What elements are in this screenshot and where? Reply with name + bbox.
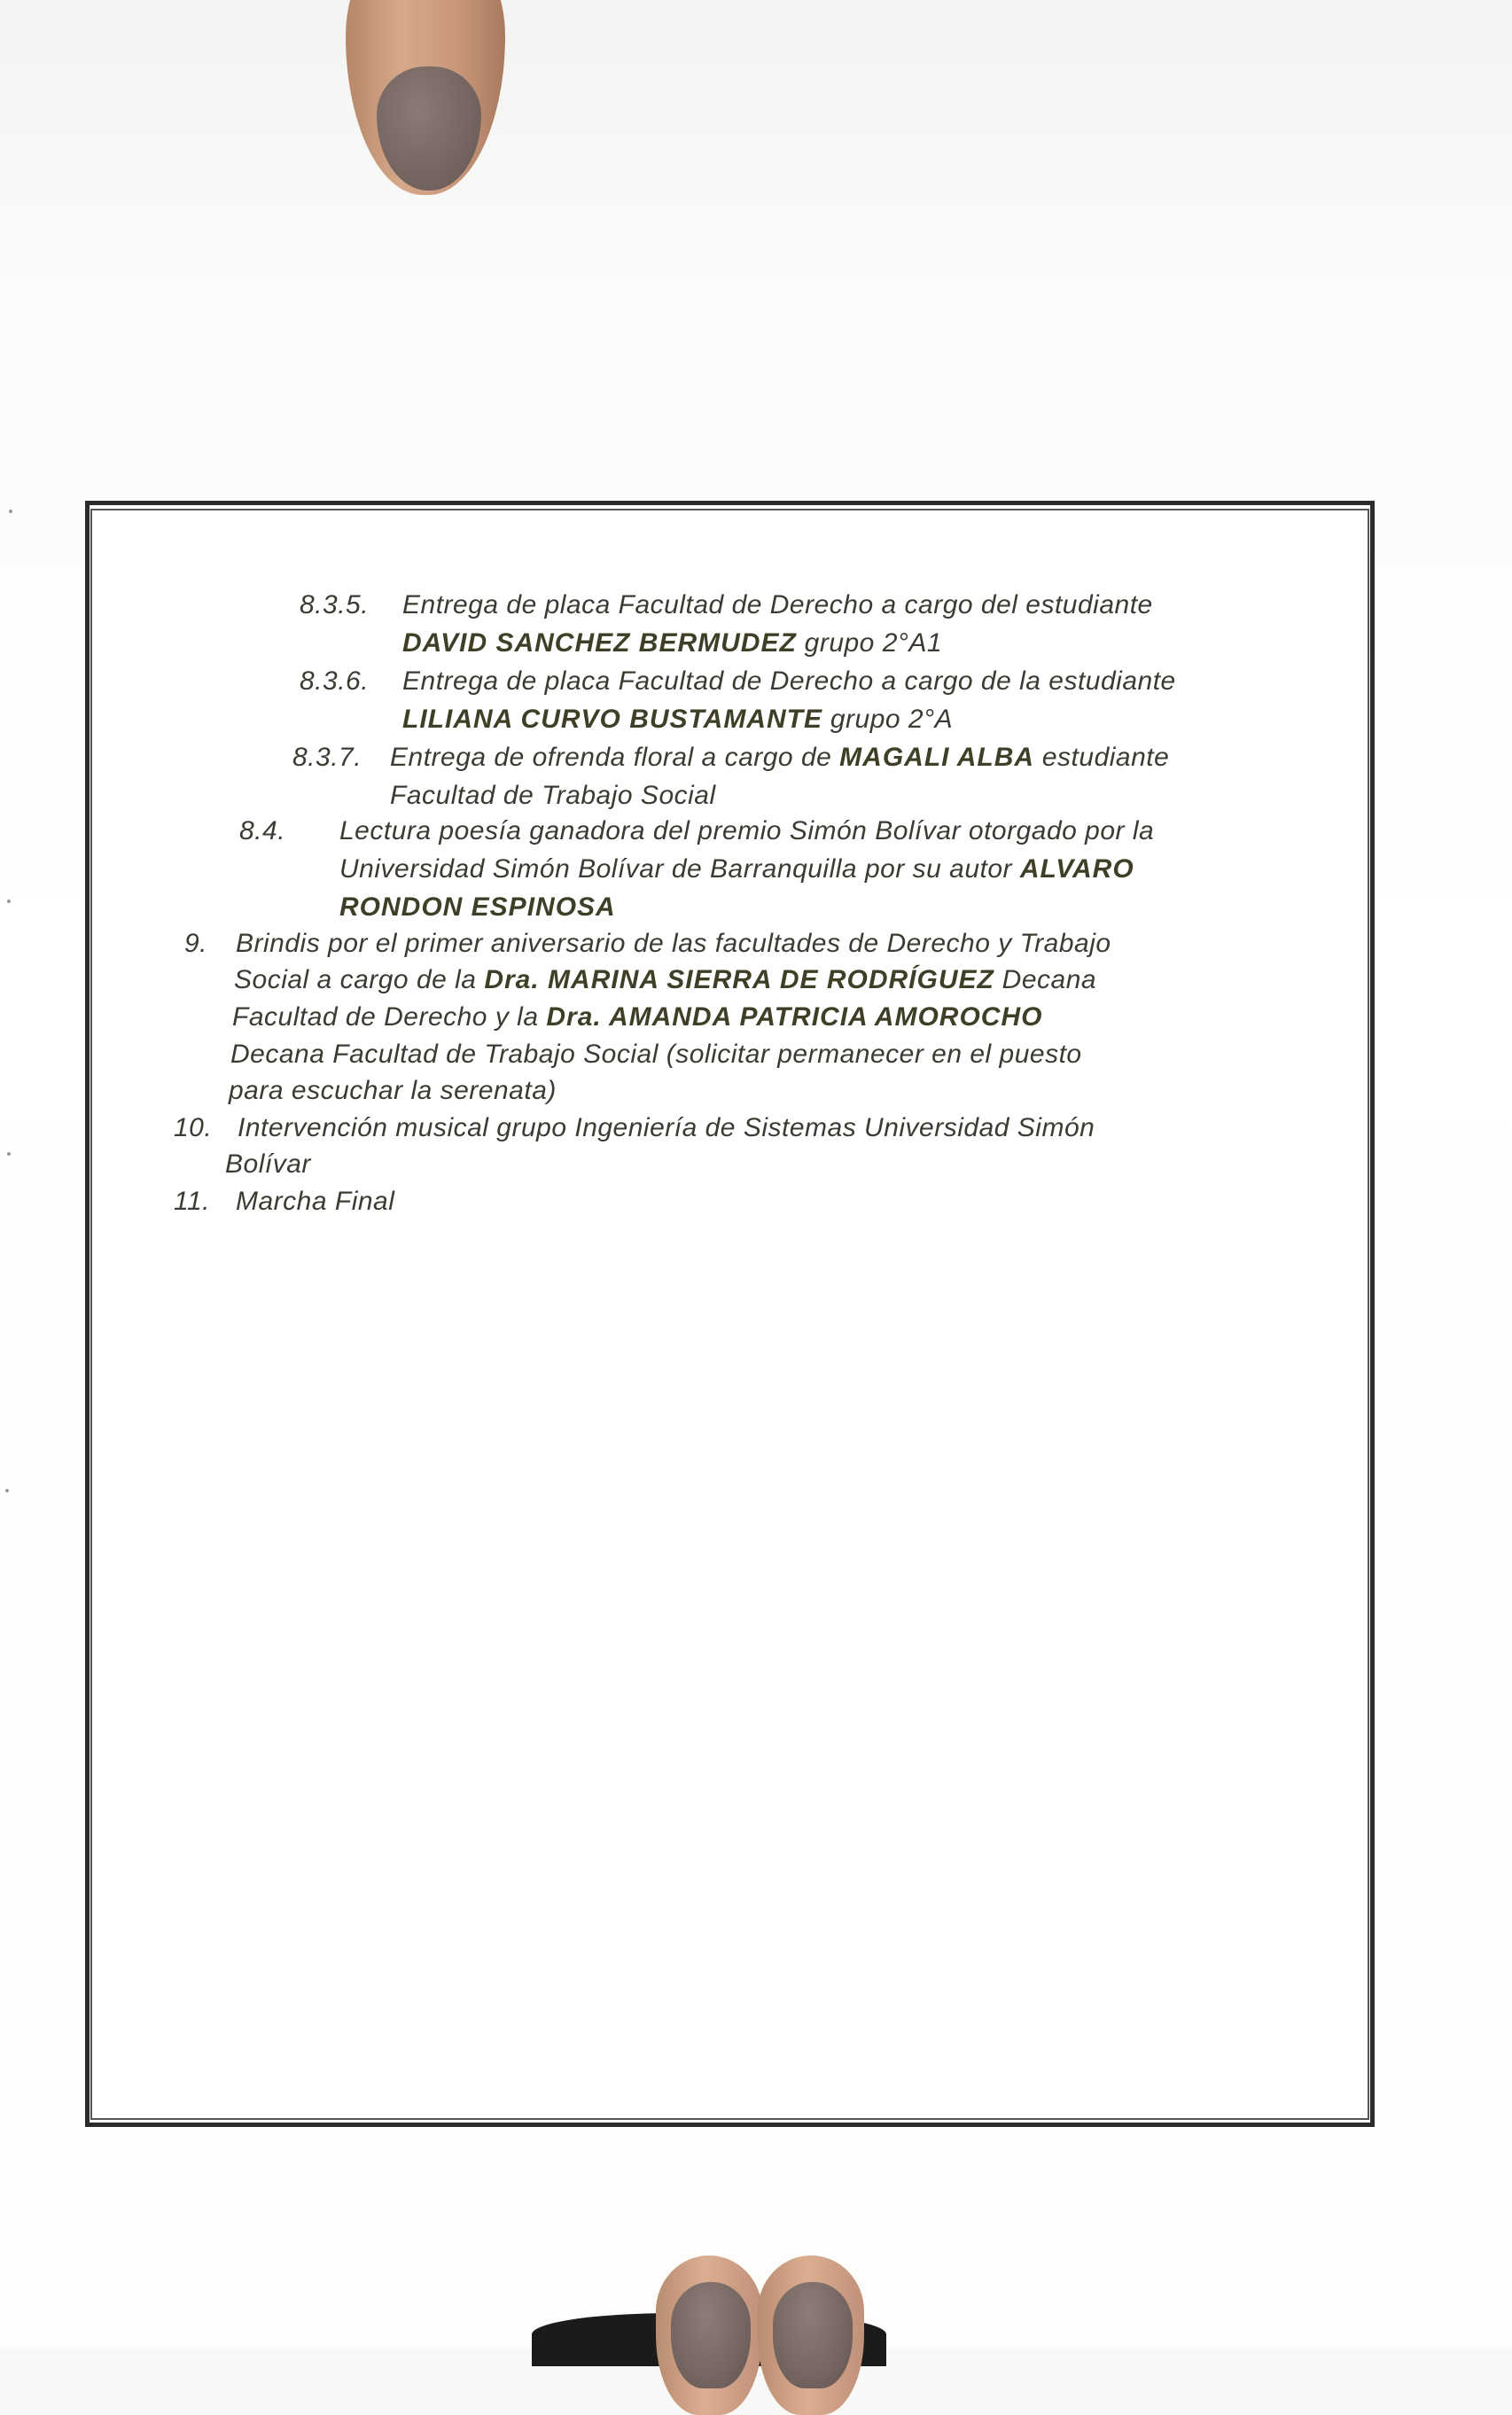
item-text-line bbox=[402, 702, 953, 737]
item-text-line bbox=[232, 1000, 1042, 1035]
item-text: Intervención musical grupo Ingeniería de Sistemas Universidad Simón bbox=[238, 1113, 1095, 1142]
item-text: Decana Facultad de Trabajo Social (solicitar permanecer en el puesto bbox=[230, 1040, 1082, 1069]
item-text: Brindis por el primer aniversario de las facultades de Derecho y Trabajo bbox=[236, 929, 1111, 958]
person-name: LILIANA CURVO BUSTAMANTE bbox=[402, 705, 822, 734]
item-text: Entrega de placa Facultad de Derecho a cargo de la estudiante bbox=[402, 666, 1176, 696]
item-text: Marcha Final bbox=[236, 1187, 395, 1216]
item-text: para escuchar la serenata) bbox=[229, 1076, 557, 1105]
item-number: 8.3.6. bbox=[300, 666, 370, 696]
item-text: Decana bbox=[1002, 965, 1097, 994]
item-text: Bolívar bbox=[225, 1149, 311, 1179]
item-text-line bbox=[390, 740, 1169, 775]
item-text: estudiante bbox=[1041, 743, 1170, 772]
item-text: Entrega de ofrenda floral a cargo de bbox=[390, 743, 832, 772]
item-text-line bbox=[234, 962, 1096, 998]
item-text: Social a cargo de la bbox=[234, 965, 477, 994]
item-text: Entrega de placa Facultad de Derecho a cargo del estudiante bbox=[402, 590, 1153, 619]
item-number: 9. bbox=[184, 929, 208, 958]
person-name: MAGALI ALBA bbox=[839, 743, 1035, 772]
item-text-line bbox=[339, 852, 1134, 887]
person-name: RONDON ESPINOSA bbox=[339, 892, 616, 922]
group-label: grupo 2°A1 bbox=[804, 628, 943, 658]
item-text: Lectura poesía ganadora del premio Simón Bolívar otorgado por la bbox=[339, 816, 1155, 845]
fingernail-bottom-left bbox=[671, 2282, 751, 2388]
item-number: 8.3.7. bbox=[292, 743, 362, 772]
item-number: 11. bbox=[174, 1187, 210, 1216]
fingernail-bottom-right bbox=[773, 2282, 853, 2388]
person-name: Dra. MARINA SIERRA DE RODRÍGUEZ bbox=[484, 965, 994, 994]
item-number: 8.3.5. bbox=[300, 590, 370, 619]
person-name: ALVARO bbox=[1019, 854, 1134, 884]
person-name: DAVID SANCHEZ BERMUDEZ bbox=[402, 628, 797, 658]
item-text: Universidad Simón Bolívar de Barranquilla por su autor bbox=[339, 854, 1013, 884]
person-name: Dra. AMANDA PATRICIA AMOROCHO bbox=[546, 1002, 1043, 1032]
item-text-line bbox=[402, 626, 942, 661]
item-text: Facultad de Derecho y la bbox=[232, 1002, 539, 1032]
item-number: 8.4. bbox=[239, 816, 286, 845]
group-label: grupo 2°A bbox=[830, 705, 954, 734]
item-text: Facultad de Trabajo Social bbox=[390, 781, 716, 810]
item-number: 10. bbox=[174, 1113, 213, 1142]
